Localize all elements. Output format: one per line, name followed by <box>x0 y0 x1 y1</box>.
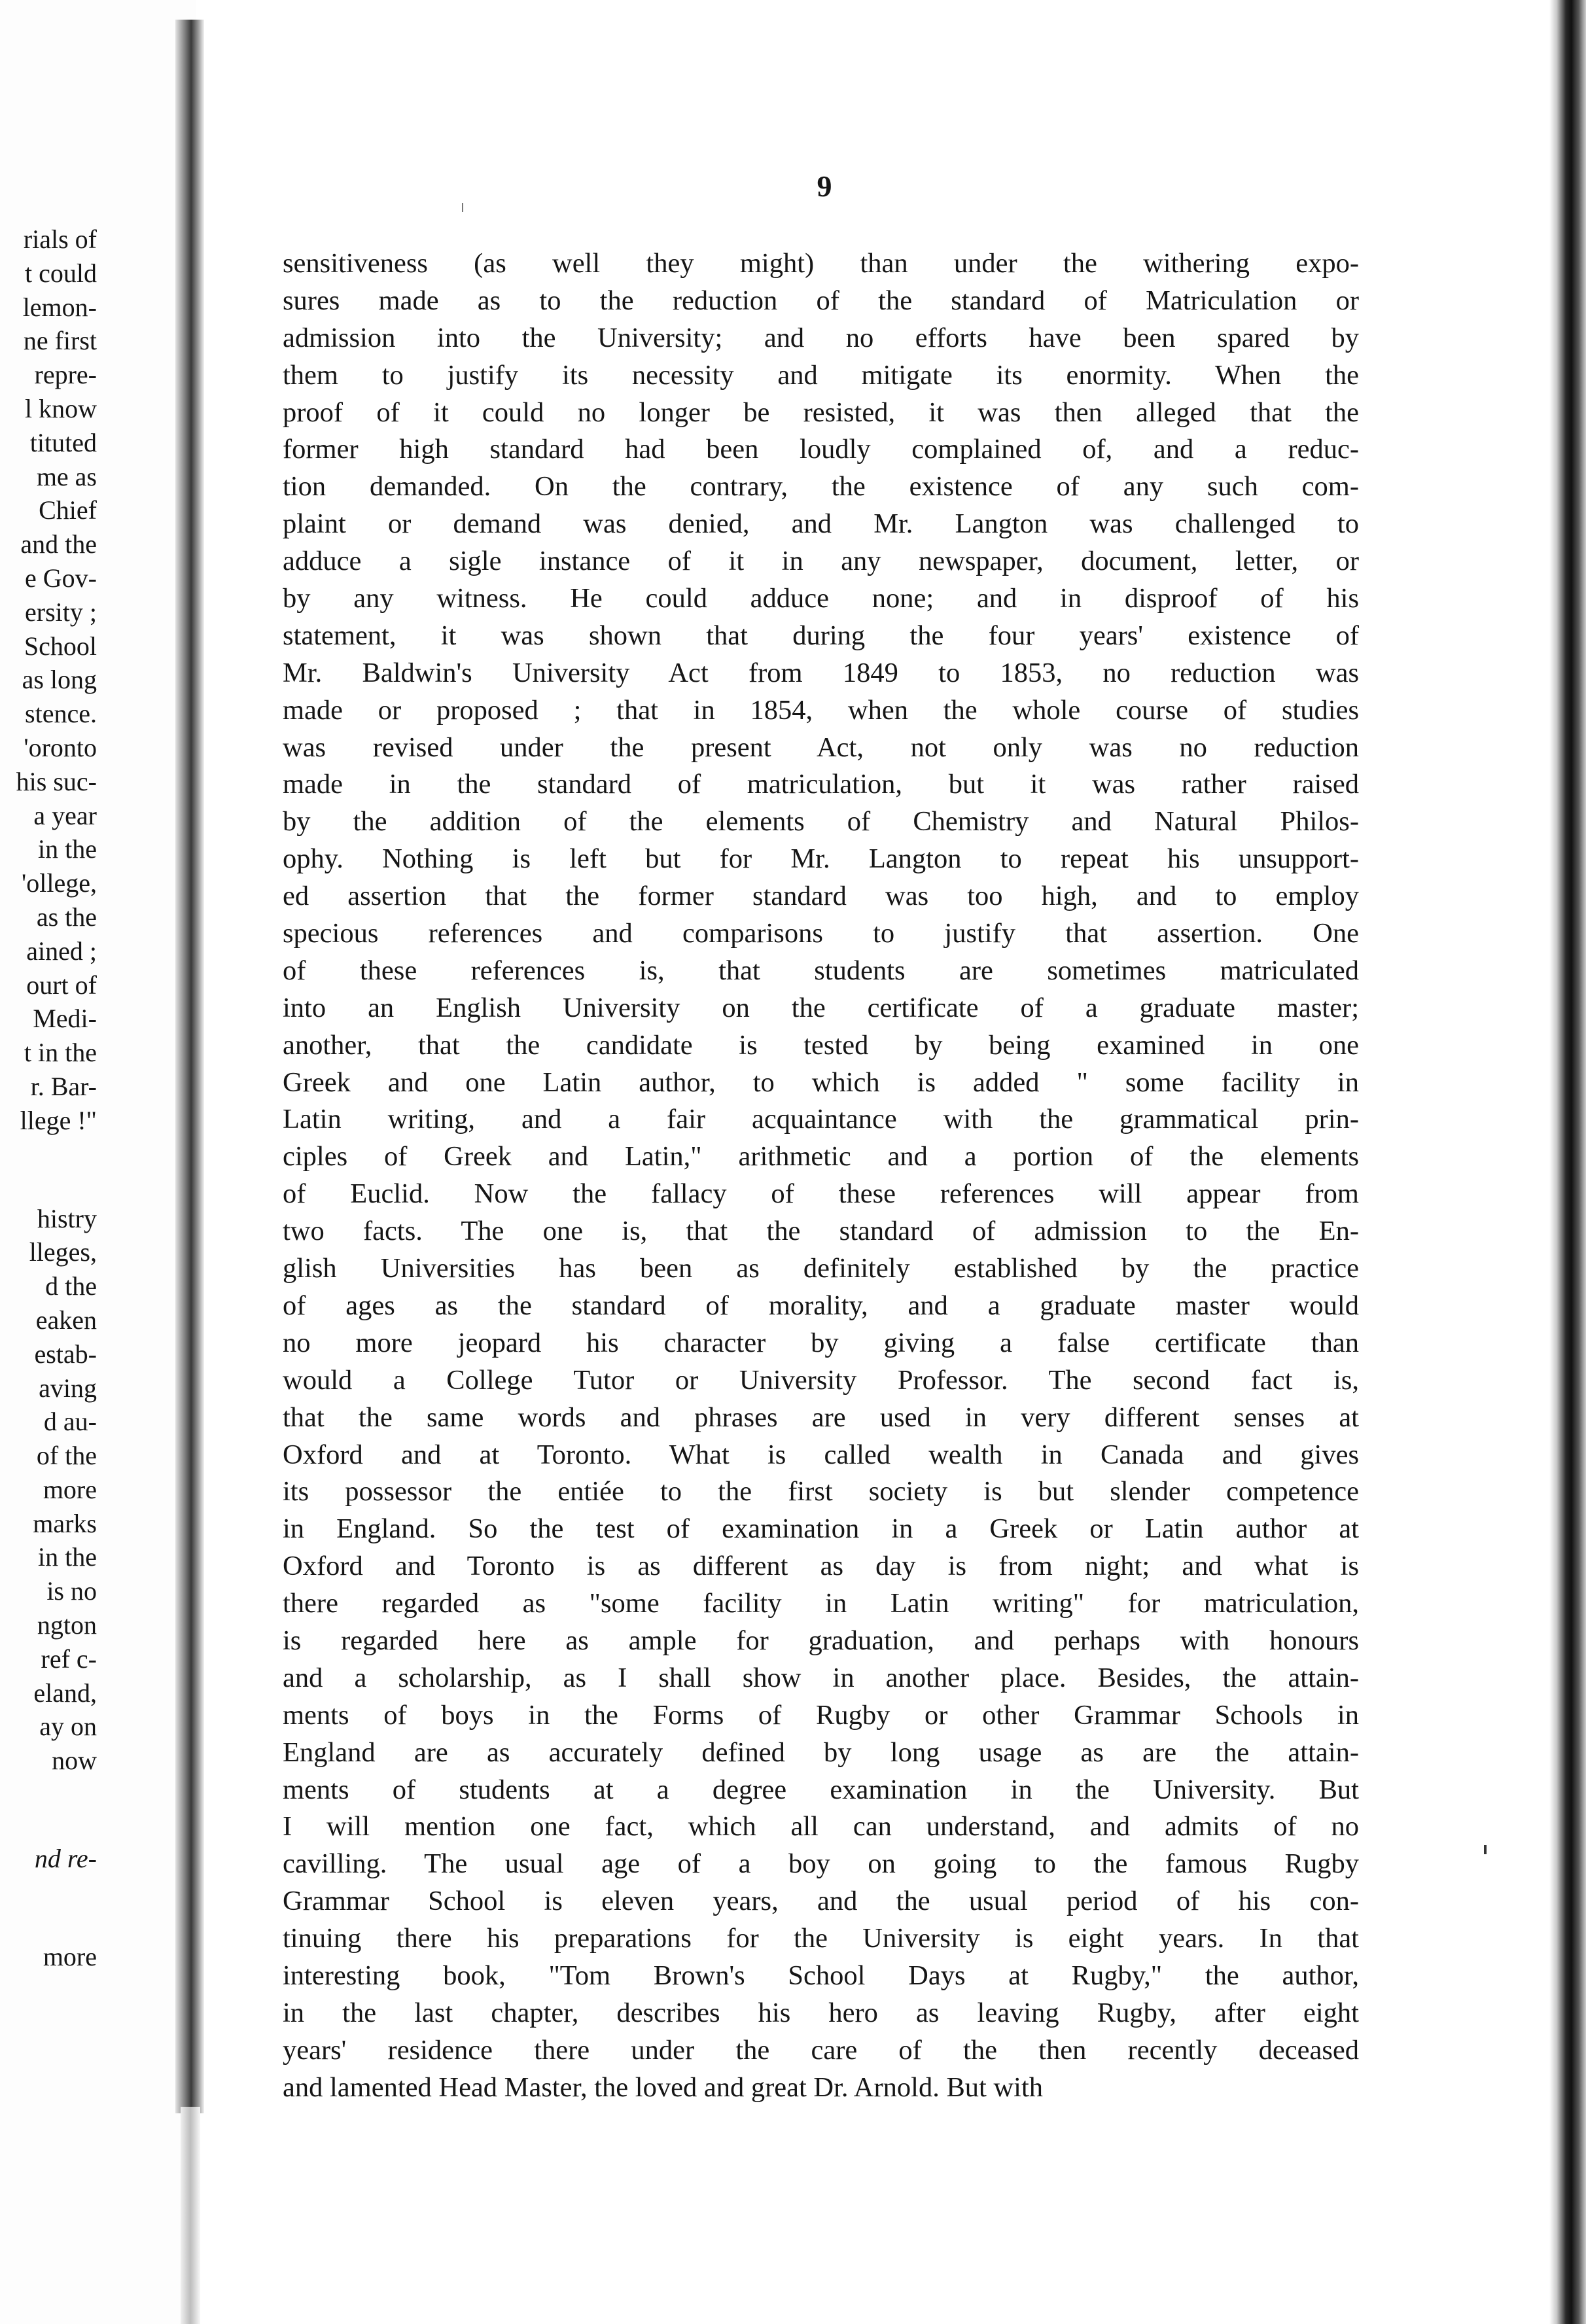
body-text-line: in the last chapter, describes his hero as leaving Rugby, after eight <box>283 1997 1359 2028</box>
previous-page-line: School <box>24 631 97 661</box>
body-text-line: former high standard had been loudly complained of, and a reduc- <box>283 434 1359 465</box>
previous-page-line: as the <box>36 902 97 932</box>
body-text-line: years' residence there under the care of the then recently deceased <box>283 2034 1359 2066</box>
book-fold-shadow-lower <box>181 2107 200 2324</box>
body-text-line: is regarded here as ample for graduation, and perhaps with honours <box>283 1625 1359 1656</box>
body-text-line: ophy. Nothing is left but for Mr. Langton to repeat his unsupport- <box>283 843 1359 875</box>
body-text-line: into an English University on the certificate of a graduate master; <box>283 992 1359 1023</box>
body-text-line: and a scholarship, as I shall show in another place. Besides, the attain- <box>283 1662 1359 1693</box>
body-text-line: glish Universities has been as definitely established by the practice <box>283 1253 1359 1284</box>
previous-page-line: eaken <box>35 1305 97 1335</box>
body-text-line: admission into the University; and no efforts have been spared by <box>283 322 1359 353</box>
body-text-line: its possessor the entiée to the first society is but slender competence <box>283 1476 1359 1507</box>
body-text-line: Oxford and Toronto is as different as day is from night; and what is <box>283 1551 1359 1582</box>
body-text-line: Latin writing, and a fair acquaintance with the grammatical prin- <box>283 1104 1359 1135</box>
previous-page-line: t could <box>25 258 97 288</box>
body-text-line: I will mention one fact, which all can understand, and admits of no <box>283 1811 1359 1842</box>
previous-page-line: l know <box>25 393 97 423</box>
body-text-line: in England. So the test of examination in a Greek or Latin author at <box>283 1513 1359 1545</box>
previous-page-line: ersity ; <box>25 597 97 627</box>
body-text-line: plaint or demand was denied, and Mr. Langton was challenged to <box>283 508 1359 540</box>
previous-page-line: nd re- <box>34 1844 97 1874</box>
previous-page-line: his suc- <box>16 766 97 796</box>
previous-page-line: 'ollege, <box>22 868 97 898</box>
previous-page-line: repre- <box>34 360 97 390</box>
body-text-line: specious references and comparisons to justify that assertion. One <box>283 918 1359 949</box>
body-text-line: interesting book, "Tom Brown's School Days at Rugby," the author, <box>283 1960 1359 1991</box>
body-text-line: England are as accurately defined by long usage as are the attain- <box>283 1736 1359 1768</box>
body-text-line: ciples of Greek and Latin," arithmetic and a portion of the elements <box>283 1141 1359 1172</box>
body-text-line: tinuing there his preparations for the University is eight years. In that <box>283 1923 1359 1954</box>
previous-page-line: tituted <box>29 427 97 457</box>
body-text-line: by any witness. He could adduce none; and in disproof of his <box>283 583 1359 614</box>
previous-page-line: Medi- <box>33 1004 97 1034</box>
previous-page-line: estab- <box>34 1339 97 1369</box>
body-text-line: tion demanded. On the contrary, the existence of any such com- <box>283 471 1359 502</box>
body-text-line: of these references is, that students are sometimes matriculated <box>283 955 1359 986</box>
previous-page-line: in the <box>38 834 97 864</box>
previous-page-line: of the <box>36 1441 97 1471</box>
body-text-line: that the same words and phrases are used in very different senses at <box>283 1401 1359 1433</box>
body-text-line: of Euclid. Now the fallacy of these references will appear from <box>283 1178 1359 1210</box>
body-text-line: there regarded as "some facility in Latin writing" for matriculation, <box>283 1588 1359 1619</box>
body-text-line: sensitiveness (as well they might) than under the withering expo- <box>283 248 1359 279</box>
previous-page-line: me as <box>36 461 97 491</box>
previous-page-line: lleges, <box>29 1237 97 1267</box>
previous-page-spacer <box>0 1778 97 1842</box>
previous-page-line: d au- <box>43 1407 97 1437</box>
body-text-line: adduce a sigle instance of it in any newspaper, document, letter, or <box>283 546 1359 577</box>
body-text-line: would a College Tutor or University Professor. The second fact is, <box>283 1364 1359 1396</box>
previous-page-line: Chief <box>39 495 97 525</box>
previous-page-line: e Gov- <box>25 563 97 593</box>
body-text-line: another, that the candidate is tested by being examined in one <box>283 1029 1359 1061</box>
stray-ink-mark <box>1484 1845 1487 1854</box>
previous-page-line: ourt of <box>26 970 97 1000</box>
previous-page-line: eland, <box>33 1678 97 1708</box>
body-text-line: Mr. Baldwin's University Act from 1849 to 1853, no reduction was <box>283 657 1359 688</box>
previous-page-line: ne first <box>23 326 97 356</box>
previous-page-line: rials of <box>23 224 97 254</box>
previous-page-line: now <box>52 1746 97 1776</box>
body-text-line: sures made as to the reduction of the standard of Matriculation or <box>283 285 1359 316</box>
previous-page-line: in the <box>38 1542 97 1572</box>
body-text-line: of ages as the standard of morality, and a graduate master would <box>283 1290 1359 1321</box>
previous-page-line: marks <box>33 1508 97 1538</box>
previous-page-line: lemon- <box>22 292 97 322</box>
previous-page-line: ngton <box>37 1610 97 1640</box>
previous-page-line: histry <box>37 1203 97 1233</box>
body-text-line: them to justify its necessity and mitigate its enormity. When the <box>283 359 1359 391</box>
body-text-line: Greek and one Latin author, to which is added " some facility in <box>283 1066 1359 1098</box>
body-text <box>283 245 1359 2107</box>
previous-page-line: 'oronto <box>24 732 97 762</box>
body-text-line: ments of boys in the Forms of Rugby or other Grammar Schools in <box>283 1699 1359 1731</box>
body-text-line: made or proposed ; that in 1854, when the whole course of studies <box>283 694 1359 726</box>
body-text-line: statement, it was shown that during the four years' existence of <box>283 620 1359 651</box>
book-fold-shadow <box>175 20 204 2113</box>
body-text-line: was revised under the present Act, not only was no reduction <box>283 731 1359 763</box>
body-text-line: by the addition of the elements of Chemistry and Natural Philos- <box>283 806 1359 837</box>
previous-page-line: more <box>43 1474 97 1504</box>
previous-page-line: aving <box>39 1373 97 1403</box>
previous-page-line: ay on <box>39 1712 97 1742</box>
previous-page-line: r. Bar- <box>30 1071 97 1101</box>
body-text-line: and lamented Head Master, the loved and great Dr. Arnold. But with <box>283 2071 1044 2103</box>
body-text-line: Oxford and at Toronto. What is called wealth in Canada and gives <box>283 1439 1359 1470</box>
previous-page-line: a year <box>33 800 97 830</box>
body-text-line: cavilling. The usual age of a boy on going to the famous Rugby <box>283 1848 1359 1880</box>
previous-page-text <box>0 222 97 1974</box>
previous-page-line: as long <box>22 665 97 695</box>
previous-page-line: is no <box>46 1576 97 1606</box>
previous-page-line: more <box>43 1941 97 1971</box>
previous-page-line: llege !" <box>20 1105 97 1135</box>
page-number: 9 <box>817 169 832 203</box>
body-text-line: proof of it could no longer be resisted, it was then alleged that the <box>283 396 1359 428</box>
previous-page-spacer <box>0 1138 97 1202</box>
body-text-line: made in the standard of matriculation, but it was rather raised <box>283 769 1359 800</box>
previous-page-spacer <box>0 1876 97 1940</box>
previous-page-line: ref c- <box>41 1644 97 1674</box>
stray-ink-mark <box>462 203 463 212</box>
body-text-line: Grammar School is eleven years, and the usual period of his con- <box>283 1886 1359 1917</box>
previous-page-line: and the <box>20 529 97 559</box>
body-text-line: two facts. The one is, that the standard of admission to the En- <box>283 1216 1359 1247</box>
previous-page-line: ained ; <box>26 936 97 966</box>
page-right-edge <box>1549 0 1586 2324</box>
body-text-line: no more jeopard his character by giving a false certificate than <box>283 1327 1359 1358</box>
previous-page-line: t in the <box>24 1038 97 1068</box>
previous-page-line: d the <box>45 1271 97 1301</box>
body-text-line: ments of students at a degree examination in the University. But <box>283 1774 1359 1805</box>
previous-page-line: stence. <box>25 699 97 729</box>
body-text-line: ed assertion that the former standard was too high, and to employ <box>283 881 1359 912</box>
